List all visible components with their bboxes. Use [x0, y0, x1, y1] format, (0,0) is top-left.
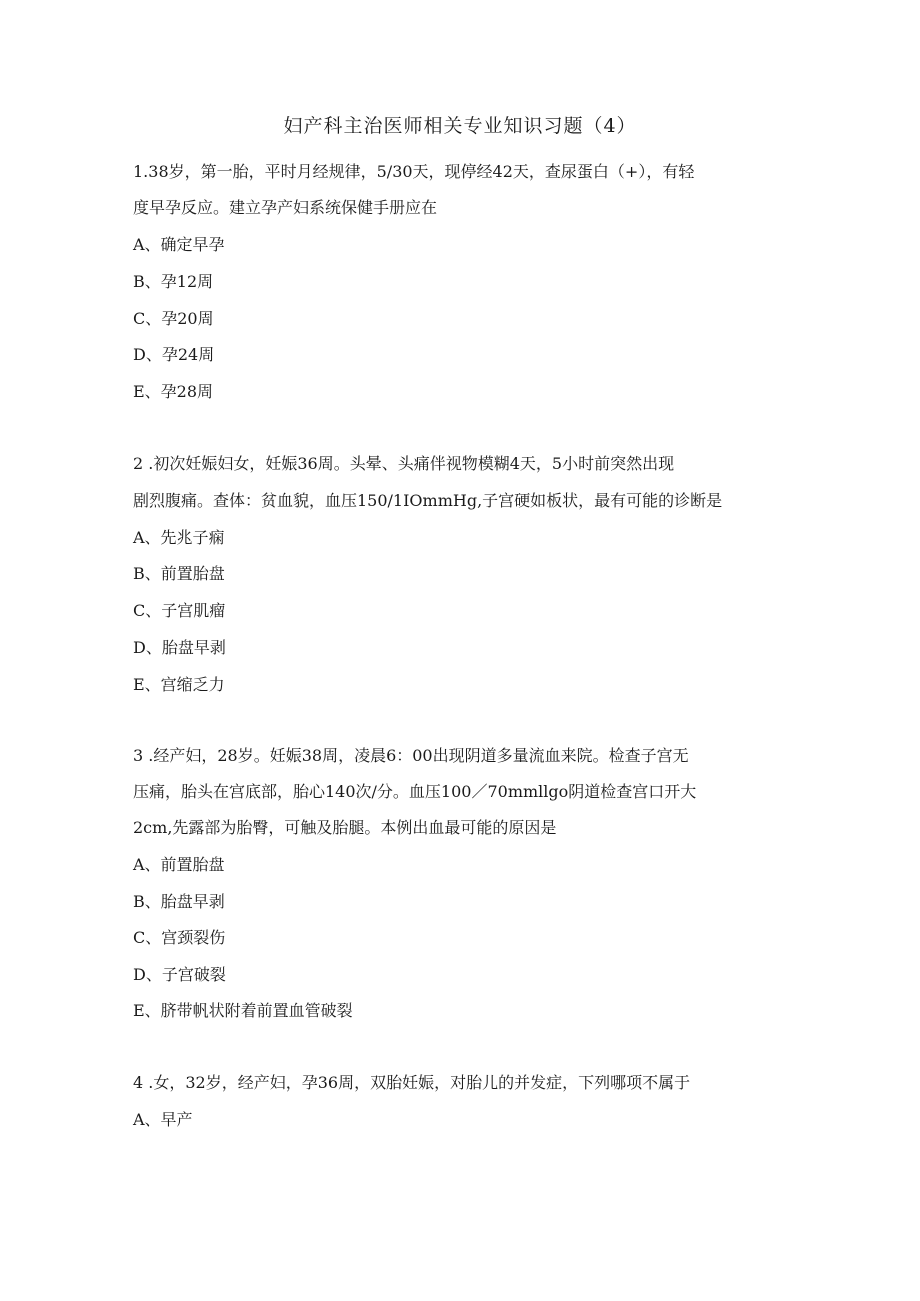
question-2-stem-line-1: 2 .初次妊娠妇女，妊娠36周。头晕、头痛伴视物模糊4天，5小时前突然出现 — [133, 454, 675, 473]
question-2-stem-line-2: 剧烈腹痛。查体：贫血貌，血压150/1IOmmHg,子宫硬如板状，最有可能的诊断是 — [133, 491, 723, 510]
question-3-option-d: D、子宫破裂 — [133, 965, 226, 984]
question-3-option-e: E、脐带帆状附着前置血管破裂 — [133, 1001, 353, 1020]
question-2-option-c: C、子宫肌瘤 — [133, 601, 226, 620]
question-1-option-e: E、孕28周 — [133, 382, 214, 401]
question-1-option-d: D、孕24周 — [133, 345, 215, 364]
question-1-option-a: A、确定早孕 — [133, 235, 225, 254]
question-3-option-b: B、胎盘早剥 — [133, 892, 225, 911]
question-3-option-c: C、宫颈裂伤 — [133, 928, 226, 947]
question-2-option-d: D、胎盘早剥 — [133, 638, 226, 657]
question-3-option-a: A、前置胎盘 — [133, 855, 225, 874]
question-1-option-b: B、孕12周 — [133, 272, 214, 291]
question-2-option-e: E、宫缩乏力 — [133, 675, 225, 694]
question-3-stem-line-1: 3 .经产妇，28岁。妊娠38周，凌晨6：00出现阴道多量流血来院。检查子宫无 — [133, 746, 689, 765]
question-1-stem-line-2: 度早孕反应。建立孕产妇系统保健手册应在 — [133, 198, 438, 217]
question-3-stem-line-3: 2cm,先露部为胎臀，可触及胎腿。本例出血最可能的原因是 — [133, 818, 557, 837]
question-4-stem-line-1: 4 .女，32岁，经产妇，孕36周，双胎妊娠，对胎儿的并发症，下列哪项不属于 — [133, 1073, 691, 1092]
question-1-stem-line-1: 1.38岁，第一胎，平时月经规律，5/30天，现停经42天，查尿蛋白（+），有轻 — [133, 162, 695, 181]
document-title: 妇产科主治医师相关专业知识习题（4） — [283, 115, 637, 137]
question-3-stem-line-2: 压痛，胎头在宫底部，胎心140次/分。血压100／70mmllgo阴道检查宫口开大 — [133, 782, 697, 801]
question-4-option-a: A、早产 — [133, 1110, 193, 1129]
question-1-option-c: C、孕20周 — [133, 309, 214, 328]
question-2-option-b: B、前置胎盘 — [133, 564, 225, 583]
question-2-option-a: A、先兆子痫 — [133, 528, 225, 547]
